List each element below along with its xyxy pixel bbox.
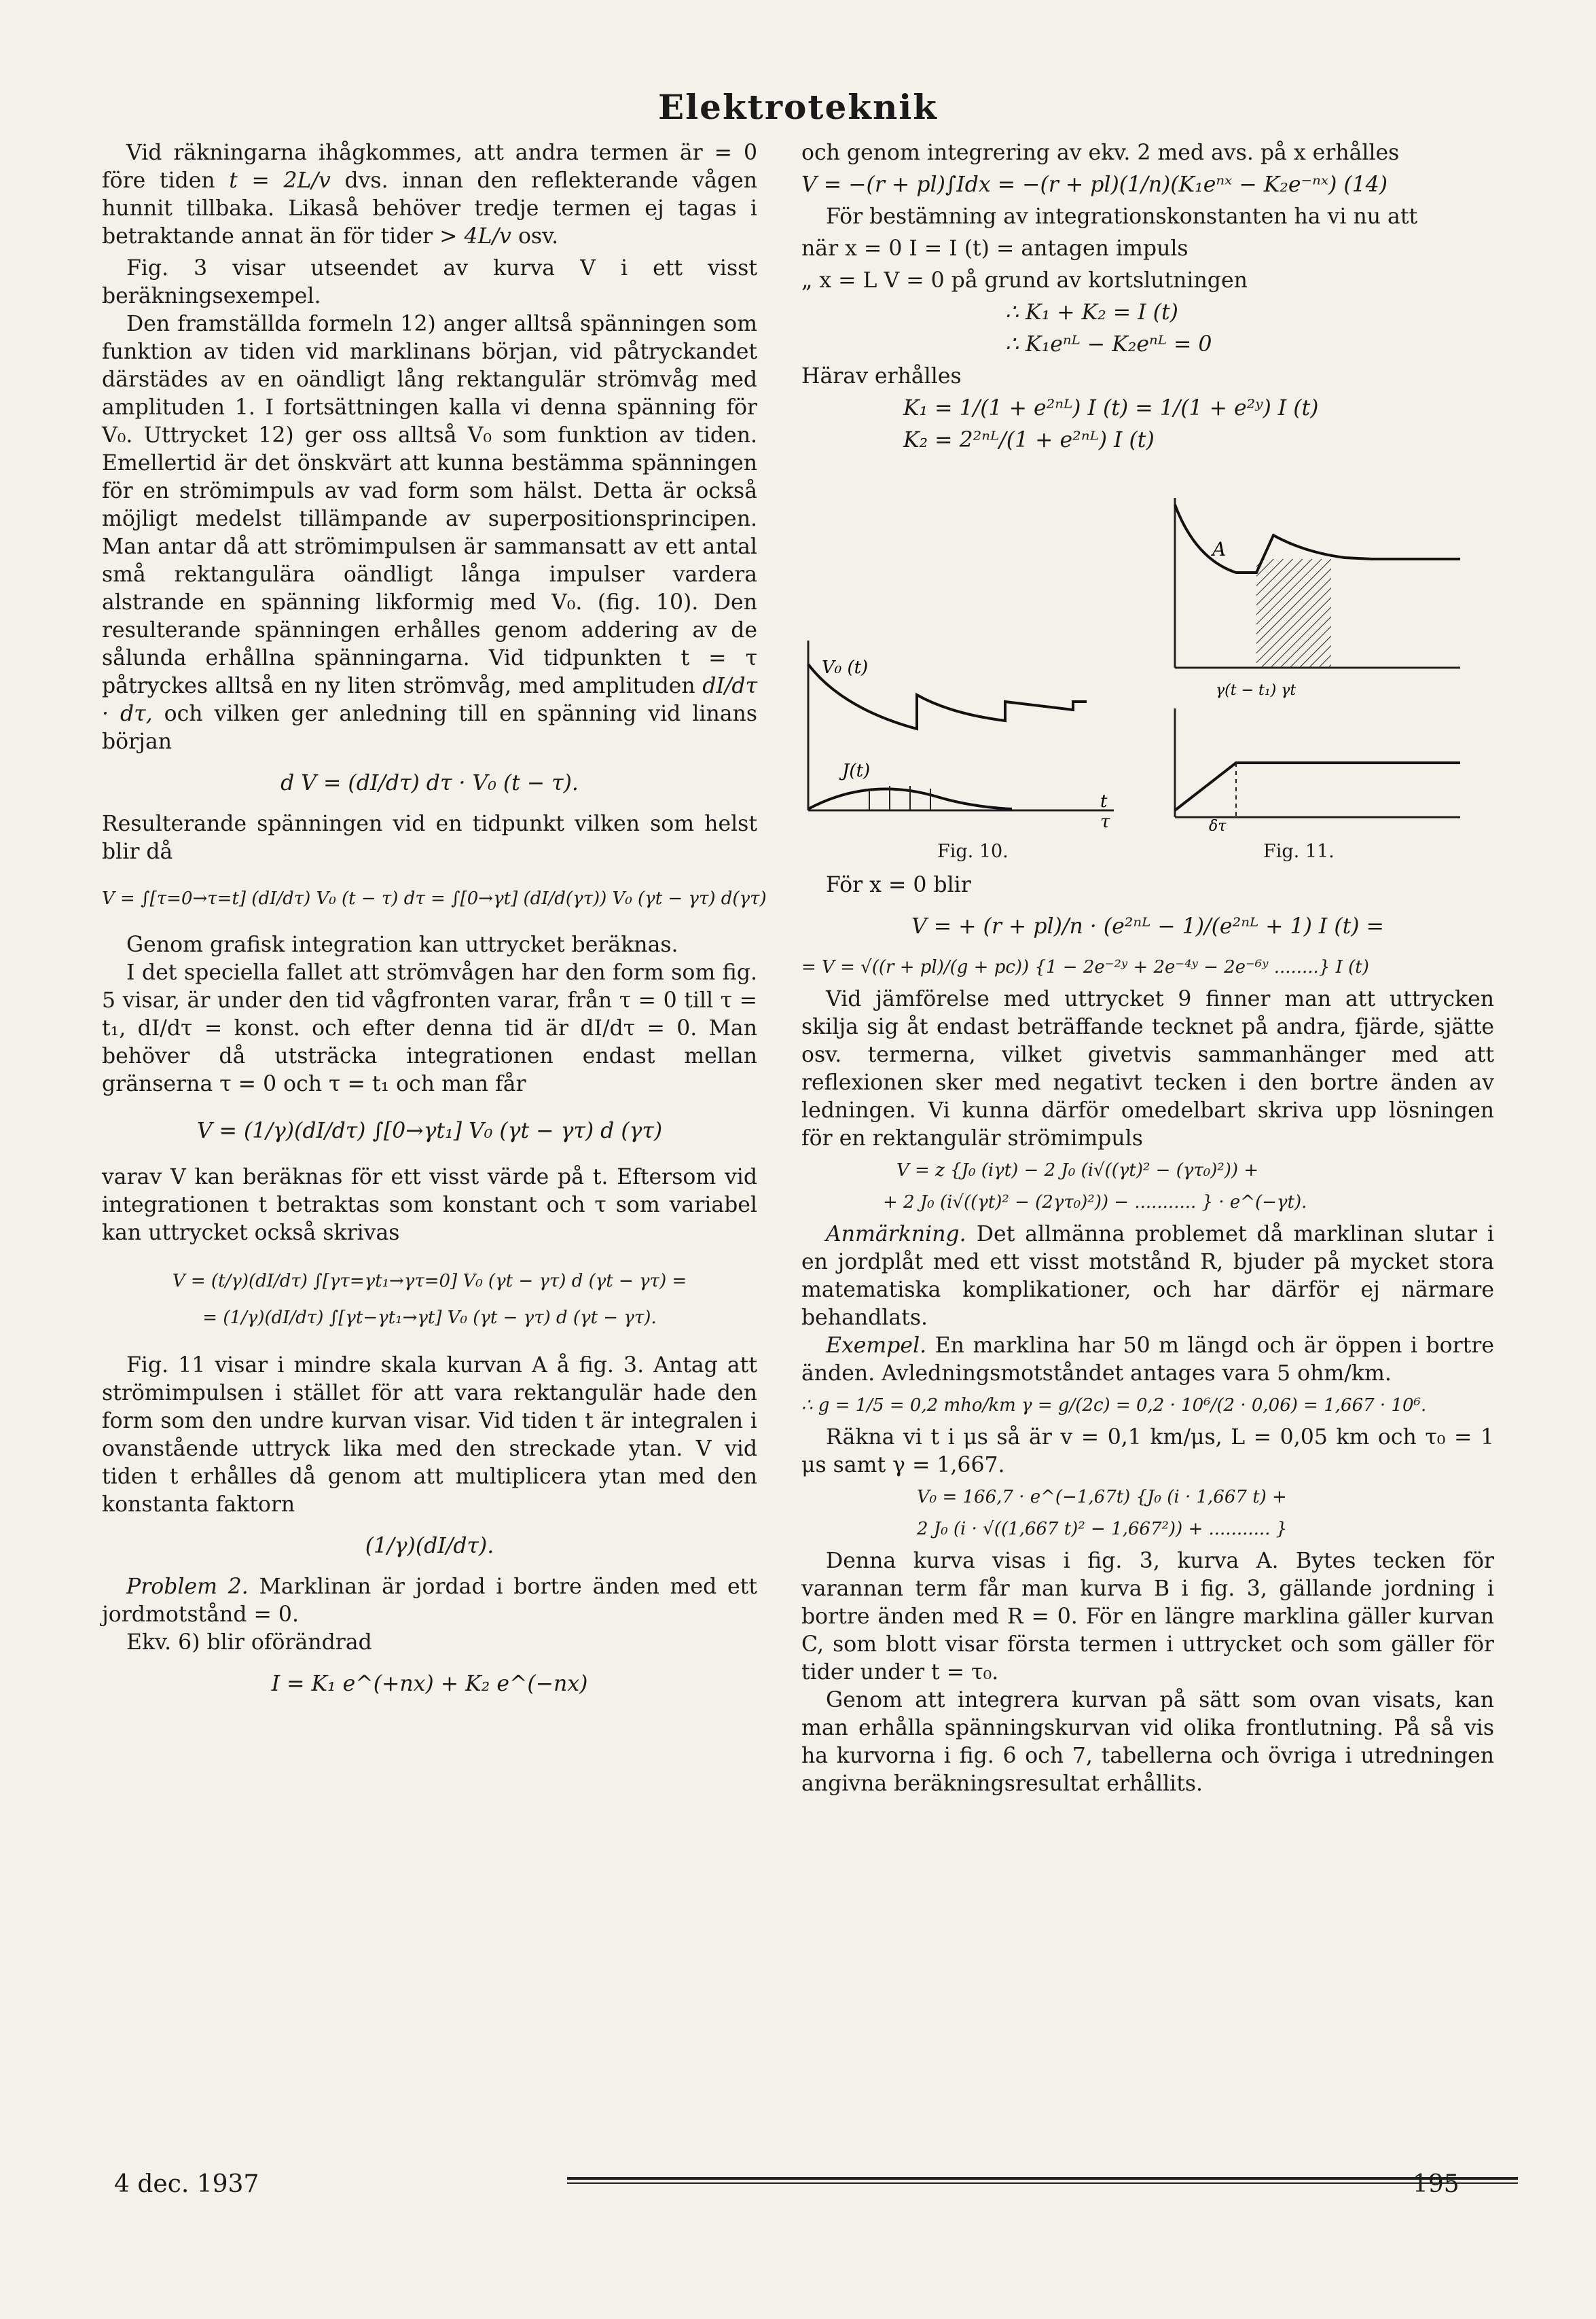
equation-dV: d V = (dI/dτ) dτ · V₀ (t − τ). <box>280 771 579 795</box>
paragraph: Vid jämförelse med uttrycket 9 finner man att uttrycken skilja sig åt endast beträffande tecknet på andra, fjärde, sjätte osv. termerna, vilket givetvis sammanhänger med att reflexionen sker med negativt tecken i den bortre änden av ledningen. Vi kunna därför omedelbart skriva upp lösningen för en rektangulär strömimpuls <box>801 987 1494 1151</box>
footer-date: 4 dec. 1937 <box>114 2170 259 2198</box>
fig11-current-curve <box>1175 763 1460 810</box>
equation-V2: V = (1/γ)(dI/dτ) ∫[0→γt₁] V₀ (γt − γτ) d (γτ) <box>196 1119 663 1143</box>
paragraph: Härav erhålles <box>801 364 962 389</box>
equation-V3b: = (1/γ)(dI/dτ) ∫[γt−γt₁→γt] V₀ (γt − γτ) d (γt − γτ). <box>202 1308 657 1328</box>
paragraph: Resulterande spänningen vid en tidpunkt vilken som helst blir då <box>102 812 757 864</box>
equation-r6a: V = z {J₀ (iγt) − 2 J₀ (i√((γt)² − (γτ₀)²)) + <box>896 1160 1259 1181</box>
fig11-caption: Fig. 11. <box>1263 841 1335 862</box>
equation-r4: V = + (r + pl)/n · (e²ⁿᴸ − 1)/(e²ⁿᴸ + 1) I (t) = <box>911 914 1384 939</box>
equation-r8b: 2 J₀ (i · √((1,667 t)² − 1,667²)) + ........... } <box>917 1519 1288 1539</box>
page-number: 195 <box>1413 2170 1459 2198</box>
paragraph: För x = 0 blir <box>826 873 971 897</box>
paragraph: Vid räkningarna ihågkommes, att andra termen är = 0 före tiden t = 2L/v dvs. innan den reflekterande vågen hunnit tillbaka. Likaså behöver tredje termen ej tagas i betraktande annat än för tider > 4L/v osv. <box>102 141 757 249</box>
equation-V3a: V = (t/γ)(dI/dτ) ∫[γτ=γt₁→γτ=0] V₀ (γt − γτ) d (γt − γτ) = <box>172 1271 687 1291</box>
equation-14: V = −(r + pl)∫Idx = −(r + pl)(1/n)(K₁eⁿˣ − K₂e⁻ⁿˣ) (14) <box>801 173 1388 197</box>
fig10-label-tau: τ <box>1100 812 1110 831</box>
fig10-label-i: J(t) <box>842 761 871 781</box>
equation-r6b: + 2 J₀ (i√((γt)² − (2γτ₀)²)) − ........... } · e^(−γt). <box>883 1192 1307 1212</box>
paragraph: Denna kurva visas i fig. 3, kurva A. Bytes tecken för varannan term får man kurva B i fig. 3, gällande jordning i bortre änden med R = 0. För en längre marklina gäller kurvan C, som blott visar första termen i uttrycket och som gäller för tider under t = τ₀. <box>801 1549 1494 1685</box>
fig11-label-a: A <box>1212 538 1227 560</box>
equation-k1: ∴ K₁ + K₂ = I (t) <box>1005 300 1178 325</box>
figure-11 <box>1168 491 1474 831</box>
fig11-hatched-area <box>1256 559 1331 668</box>
equation-V1: V = ∫[τ=0→τ=t] (dI/dτ) V₀ (t − τ) dτ = ∫[0→γt] (dI/d(γτ)) V₀ (γt − γτ) d(γτ) <box>102 888 767 909</box>
equation-r7: ∴ g = 1/5 = 0,2 mho/km γ = g/(2c) = 0,2 · 10⁶/(2 · 0,06) = 1,667 · 10⁶. <box>801 1395 1427 1416</box>
page-header: Elektroteknik <box>658 87 938 127</box>
paragraph: Den framställda formeln 12) anger alltså spänningen som funktion av tiden vid marklinans början, vid påtryckandet därstädes av en oändligt lång rektangulär strömvåg med amplituden 1. I fortsättningen kalla vi denna spänning för V₀. Uttrycket 12) ger oss alltså V₀ som funktion av tiden. Emellertid är det önskvärt att kunna bestämma spänningen för en strömimpuls av vad form som hälst. Detta är också möjligt medelst tillämpande av superpositionsprincipen. Man antar då att strömimpulsen är sammansatt av ett antal små rektangulära oändligt långa impulser vardera alstrande en spänning likformig med V₀. (fig. 10). Den resulterande spänningen erhålles genom addering av de sålunda erhållna spänningarna. Vid tidpunkten t = τ påtryckes alltså en ny liten strömvåg, med amplituden dI/dτ · dτ, och vilken ger anledning till en spänning vid linans början <box>102 312 758 754</box>
fig10-caption: Fig. 10. <box>937 841 1009 862</box>
equation-r5: = V = √((r + pl)/(g + pc)) {1 − 2e⁻²ʸ + 2e⁻⁴ʸ − 2e⁻⁶ʸ ........} I (t) <box>801 957 1369 977</box>
condition-line: när x = 0 I = I (t) = antagen impuls <box>801 236 1189 261</box>
paragraph: Ekv. 6) blir oförändrad <box>126 1630 372 1655</box>
paragraph: Fig. 3 visar utseendet av kurva V i ett visst beräkningsexempel. <box>102 256 757 308</box>
paragraph: Problem 2. Marklinan är jordad i bortre änden med ett jordmotstånd = 0. <box>102 1575 757 1627</box>
fig10-label-t: t <box>1100 791 1108 812</box>
paragraph: För bestämning av integrationskonstanten ha vi nu att <box>826 204 1418 229</box>
fig11-label-dt: δτ <box>1209 818 1227 831</box>
equation-I: I = K₁ e^(+nx) + K₂ e^(−nx) <box>271 1672 588 1696</box>
equation-r8a: V₀ = 166,7 · e^(−1,67t) {J₀ (i · 1,667 t) + <box>917 1487 1287 1507</box>
paragraph: Genom att integrera kurvan på sätt som ovan visats, kan man erhålla spänningskurvan vid olika frontlutning. På så vis ha kurvorna i fig. 6 och 7, tabellerna och övriga i utredningen angivna beräkningsresultat erhållits. <box>801 1688 1494 1796</box>
equation-K1: K₁ = 1/(1 + e²ⁿᴸ) I (t) = 1/(1 + e²ʸ) I (t) <box>903 396 1319 420</box>
condition-line: „ x = L V = 0 på grund av kortslutningen <box>801 268 1248 293</box>
paragraph: Genom grafisk integration kan uttrycket beräknas. <box>126 933 678 957</box>
figure-10 <box>801 634 1127 831</box>
paragraph: varav V kan beräknas för ett visst värde på t. Eftersom vid integrationen t betraktas som konstant och τ som variabel kan uttrycket också skrivas <box>102 1165 757 1245</box>
footer-rule <box>567 2182 1518 2184</box>
equation-K2: K₂ = 2²ⁿᴸ/(1 + e²ⁿᴸ) I (t) <box>903 428 1155 452</box>
fig10-label-v: V₀ (t) <box>822 658 869 678</box>
paragraph: och genom integrering av ekv. 2 med avs. på x erhålles <box>801 141 1400 165</box>
left-column <box>102 139 767 1711</box>
paragraph: I det speciella fallet att strömvågen har den form som fig. 5 visar, är under den tid vågfronten varar, från τ = 0 till τ = t₁, dI/dτ = konst. och efter denna tid är dI/dτ = 0. Man behöver då utsträcka integrationen endast mellan gränserna τ = 0 och τ = t₁ och man får <box>102 960 757 1096</box>
fig11-label-axis: γ(t − t₁) γt <box>1216 682 1296 699</box>
paragraph: Räkna vi t i μs så är v = 0,1 km/μs, L = 0,05 km och τ₀ = 1 μs samt γ = 1,667. <box>801 1425 1494 1477</box>
equation-factor: (1/γ)(dI/dτ). <box>365 1534 494 1558</box>
paragraph: Anmärkning. Det allmänna problemet då marklinan slutar i en jordplåt med ett visst motstånd R, bjuder på mycket stora matematiska komplikationer, och har därför ej närmare behandlats. <box>801 1222 1494 1330</box>
equation-k2: ∴ K₁eⁿᴸ − K₂eⁿᴸ = 0 <box>1005 332 1212 357</box>
paragraph: Exempel. En marklina har 50 m längd och är öppen i bortre änden. Avledningsmotståndet antages vara 5 ohm/km. <box>801 1333 1495 1386</box>
right-column <box>801 139 1494 1798</box>
paragraph: Fig. 11 visar i mindre skala kurvan A å fig. 3. Antag att strömimpulsen i stället för att vara rektangulär hade den form som den undre kurvan visar. Vid tiden t är integralen i ovanstående uttryck lika med den streckade ytan. V vid tiden t erhålles då genom att multiplicera ytan med den konstanta faktorn <box>102 1353 757 1517</box>
footer-rule <box>567 2177 1518 2180</box>
figures-10-11 <box>801 464 1494 871</box>
